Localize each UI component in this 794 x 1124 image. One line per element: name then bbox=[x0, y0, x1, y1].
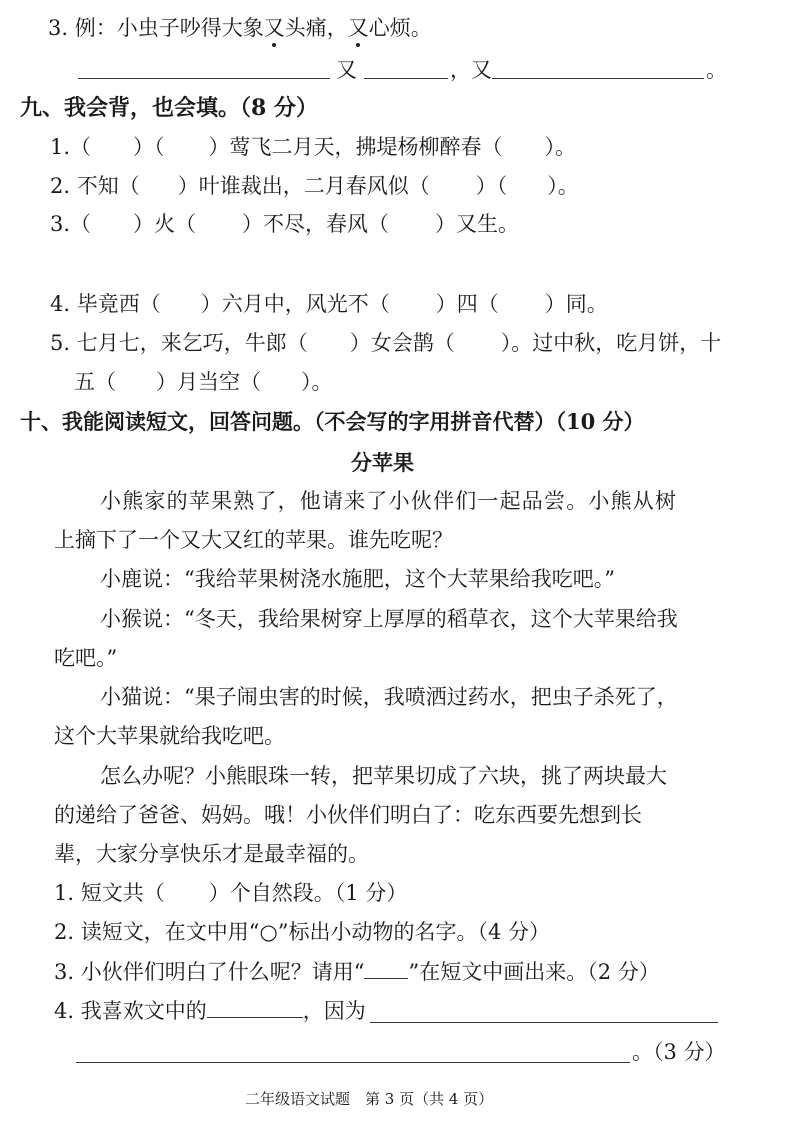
story-p4-line2: 这个大苹果就给我吃吧。 bbox=[54, 724, 285, 748]
story-p5-line1: 怎么办呢？小熊眼珠一转，把苹果切成了六块，挑了两块最大 bbox=[100, 764, 667, 788]
sec10-q4: 4. 我喜欢文中的 ，因为 bbox=[54, 999, 366, 1023]
sec9-item-3: 3.（ ）火（ ）不尽，春风（ ）又生。 bbox=[50, 212, 520, 236]
story-title: 分苹果 bbox=[351, 450, 414, 475]
story-p1-line1: 小熊家的苹果熟了，他请来了小伙伴们一起品尝。小熊从树 bbox=[100, 489, 678, 513]
underline-sample bbox=[364, 958, 408, 979]
story-p2: 小鹿说：“我给苹果树浇水施肥，这个大苹果给我吃吧。” bbox=[100, 567, 615, 591]
q8-3-you-label: 又 bbox=[336, 58, 357, 82]
section-9-heading: 九、我会背，也会填。（8 分） bbox=[20, 95, 318, 121]
q8-3-answer-blank-2[interactable] bbox=[364, 78, 448, 79]
story-p3-line2: 吃吧。” bbox=[54, 646, 118, 670]
story-p4-line1: 小猫说：“果子闹虫害的时候，我喷洒过药水，把虫子杀死了， bbox=[100, 685, 678, 709]
sec9-item-2: 2. 不知（ ）叶谁裁出，二月春风似（ ）（ ）。 bbox=[50, 174, 579, 198]
sec9-item-1: 1.（ ）（ ）莺飞二月天，拂堤杨柳醉春（ ）。 bbox=[50, 135, 577, 159]
q8-3-end: 。 bbox=[706, 58, 727, 82]
sec9-item-5-cont: 五（ ）月当空（ ）。 bbox=[74, 370, 333, 394]
story-p3-line1: 小猴说：“冬天，我给果树穿上厚厚的稻草衣，这个大苹果给我 bbox=[100, 607, 678, 631]
q4-blank-3[interactable] bbox=[76, 1062, 630, 1063]
page-footer: 二年级语文试题 第 3 页（共 4 页） bbox=[245, 1090, 494, 1108]
sec9-item-5: 5. 七月七，来乞巧，牛郎（ ）女会鹊（ ）。过中秋，吃月饼，十 bbox=[50, 331, 722, 355]
story-p1-line2: 上摘下了一个又大又红的苹果。谁先吃呢？ bbox=[54, 528, 453, 552]
sec10-q3: 3. 小伙伴们明白了什么呢？请用“ ”在短文中画出来。（2 分） bbox=[54, 960, 660, 984]
q8-3-line: 3. 例：小虫子吵得大象又头痛，又心烦。 bbox=[48, 16, 432, 40]
q8-3-answer-blank-3[interactable] bbox=[492, 78, 704, 79]
q4-blank-1[interactable] bbox=[207, 997, 303, 1018]
q4-blank-2[interactable] bbox=[370, 1022, 718, 1023]
sec10-q2: 2. 读短文，在文中用“○”标出小动物的名字。（4 分） bbox=[54, 920, 551, 944]
q8-3-answer-blank-1[interactable] bbox=[78, 78, 330, 79]
section-10-heading: 十、我能阅读短文，回答问题。（不会写的字用拼音代替）（10 分） bbox=[20, 409, 645, 434]
sec9-item-4: 4. 毕竟西（ ）六月中，风光不（ ）四（ ）同。 bbox=[50, 292, 608, 316]
q4-points: 。（3 分） bbox=[632, 1040, 726, 1064]
q8-3-comma-you: ，又 bbox=[450, 58, 492, 82]
story-p5-line3: 辈，大家分享快乐才是最幸福的。 bbox=[54, 842, 369, 866]
story-p5-line2: 的递给了爸爸、妈妈。哦！小伙伴们明白了：吃东西要先想到长 bbox=[54, 803, 642, 827]
sec10-q1: 1. 短文共（ ）个自然段。（1 分） bbox=[54, 881, 408, 905]
